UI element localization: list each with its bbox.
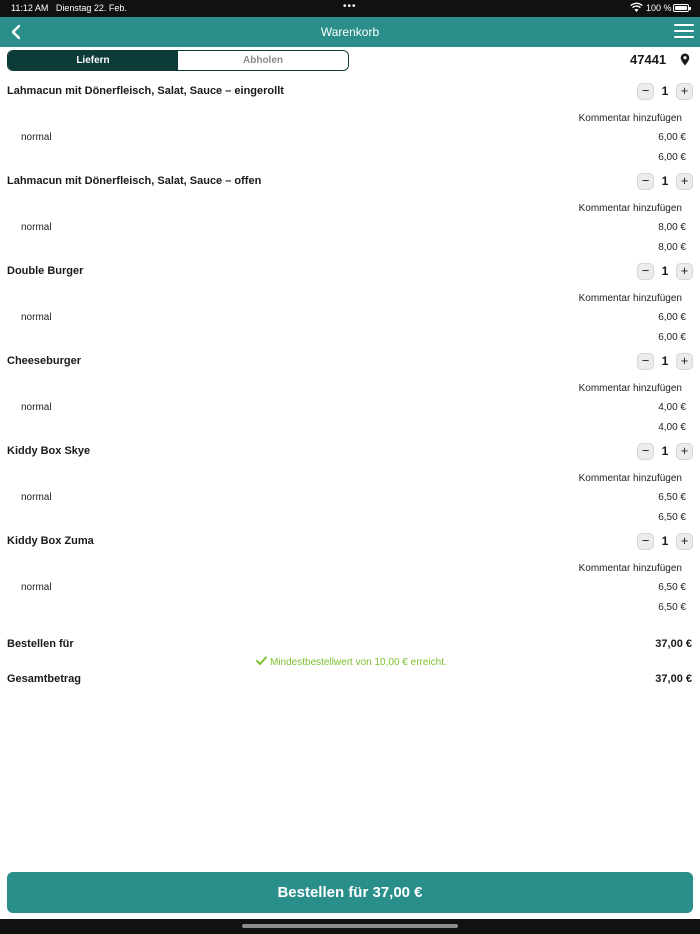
item-total-price: 6,00 € (658, 332, 686, 343)
min-order-message: Mindestbestellwert von 10,00 € erreicht. (256, 656, 447, 668)
add-comment-link[interactable]: Kommentar hinzufügen (578, 293, 682, 304)
delivery-mode-toggle (7, 50, 349, 71)
item-quantity: 1 (661, 84, 669, 98)
battery-icon (673, 4, 689, 12)
decrease-quantity-button[interactable]: − (637, 173, 654, 190)
variant-price: 6,00 € (658, 312, 686, 323)
place-order-button[interactable]: Bestellen für 37,00 € (7, 872, 693, 913)
decrease-quantity-button[interactable]: − (637, 263, 654, 280)
cart-item (0, 353, 700, 443)
home-indicator[interactable] (242, 924, 458, 928)
item-total-price: 4,00 € (658, 422, 686, 433)
wifi-icon (630, 2, 643, 13)
increase-quantity-button[interactable]: + (676, 533, 693, 550)
item-name: Cheeseburger (7, 355, 81, 367)
quantity-stepper (637, 533, 693, 551)
quantity-stepper (637, 263, 693, 281)
item-total-price: 6,00 € (658, 152, 686, 163)
item-variant: normal (21, 582, 52, 593)
item-total-price: 6,50 € (658, 512, 686, 523)
add-comment-link[interactable]: Kommentar hinzufügen (578, 203, 682, 214)
zip-code[interactable]: 47441 (630, 52, 667, 67)
increase-quantity-button[interactable]: + (676, 173, 693, 190)
item-quantity: 1 (661, 264, 669, 278)
navigation-bar (0, 17, 700, 47)
variant-price: 6,50 € (658, 492, 686, 503)
page-title: Warenkorb (320, 25, 380, 39)
order-for-value: 37,00 € (655, 638, 692, 650)
increase-quantity-button[interactable]: + (676, 353, 693, 370)
cart-item (0, 443, 700, 533)
quantity-stepper (637, 443, 693, 461)
cart-item (0, 173, 700, 263)
variant-price: 8,00 € (658, 222, 686, 233)
cart-item (0, 83, 700, 173)
hamburger-menu-icon[interactable] (674, 24, 694, 40)
cart-item (0, 533, 700, 623)
decrease-quantity-button[interactable]: − (637, 443, 654, 460)
quantity-stepper (637, 173, 693, 191)
item-name: Kiddy Box Zuma (7, 535, 94, 547)
item-variant: normal (21, 132, 52, 143)
order-for-label: Bestellen für (7, 638, 74, 650)
item-name: Kiddy Box Skye (7, 445, 91, 457)
item-variant: normal (21, 222, 52, 233)
item-total-price: 6,50 € (658, 602, 686, 613)
item-variant: normal (21, 312, 52, 323)
quantity-stepper (637, 353, 693, 371)
increase-quantity-button[interactable]: + (676, 443, 693, 460)
increase-quantity-button[interactable]: + (676, 263, 693, 280)
variant-price: 6,50 € (658, 582, 686, 593)
increase-quantity-button[interactable]: + (676, 83, 693, 100)
checkmark-icon (256, 656, 267, 666)
quantity-stepper (637, 83, 693, 101)
pickup-tab[interactable]: Abholen (178, 51, 348, 70)
location-pin-icon[interactable] (680, 53, 690, 66)
status-time: 11:12 AM Dienstag 22. Feb. (11, 3, 127, 13)
item-quantity: 1 (661, 444, 669, 458)
home-indicator-area (0, 919, 700, 934)
item-quantity: 1 (661, 174, 669, 188)
variant-price: 6,00 € (658, 132, 686, 143)
decrease-quantity-button[interactable]: − (637, 533, 654, 550)
item-name: Lahmacun mit Dönerfleisch, Salat, Sauce – eingerollt (7, 85, 284, 97)
deliver-tab[interactable]: Liefern (8, 51, 178, 70)
decrease-quantity-button[interactable]: − (637, 353, 654, 370)
add-comment-link[interactable]: Kommentar hinzufügen (578, 113, 682, 124)
item-variant: normal (21, 492, 52, 503)
total-label: Gesamtbetrag (7, 673, 81, 685)
variant-price: 4,00 € (658, 402, 686, 413)
item-name: Double Burger (7, 265, 84, 277)
item-total-price: 8,00 € (658, 242, 686, 253)
add-comment-link[interactable]: Kommentar hinzufügen (578, 563, 682, 574)
decrease-quantity-button[interactable]: − (637, 83, 654, 100)
cart-item (0, 263, 700, 353)
add-comment-link[interactable]: Kommentar hinzufügen (578, 383, 682, 394)
total-value: 37,00 € (655, 673, 692, 685)
item-variant: normal (21, 402, 52, 413)
item-quantity: 1 (661, 534, 669, 548)
status-bar (0, 0, 700, 17)
item-name: Lahmacun mit Dönerfleisch, Salat, Sauce – offen (7, 175, 262, 187)
item-quantity: 1 (661, 354, 669, 368)
battery-percentage: 100 % (646, 3, 672, 13)
multitasking-dots-icon[interactable]: ••• (343, 1, 357, 12)
add-comment-link[interactable]: Kommentar hinzufügen (578, 473, 682, 484)
